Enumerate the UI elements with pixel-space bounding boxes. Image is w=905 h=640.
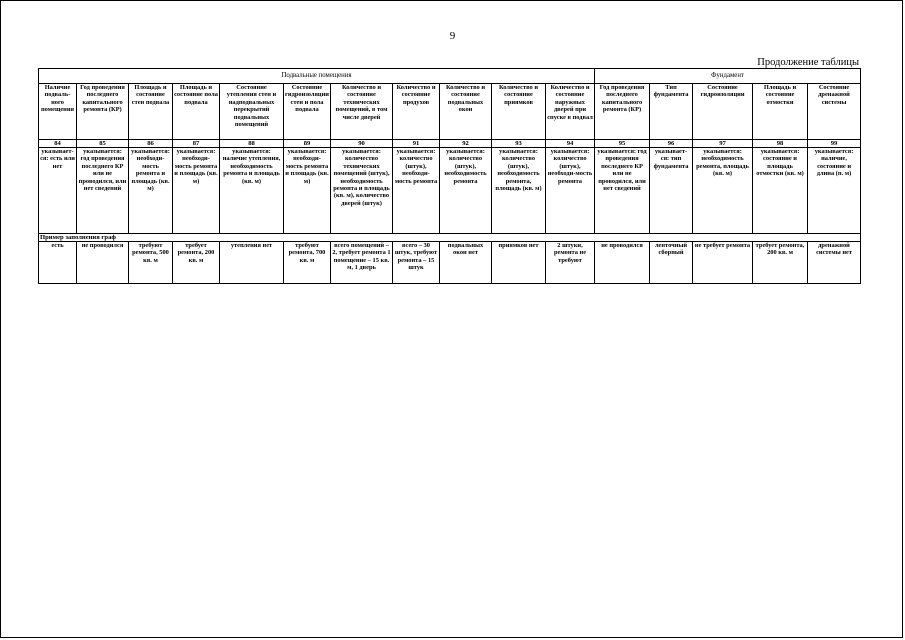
column-number-10: 93 — [492, 140, 546, 148]
example-cell-7: всего помещений – 2, требует ремонта 1 помещение – 15 кв. м, 1 дверь — [331, 242, 393, 284]
column-number-4: 87 — [173, 140, 220, 148]
column-number-15: 98 — [753, 140, 808, 148]
column-header-3: Площадь и состояние стен подвала — [129, 84, 173, 140]
example-cell-14: не требует ремонта — [693, 242, 753, 284]
column-number-6: 89 — [284, 140, 331, 148]
description-cell-5: указывается: наличие утепления, необходимость ремонта и площадь (кв. м) — [220, 148, 284, 234]
example-cell-9: подвальных окон нет — [440, 242, 492, 284]
data-table — [38, 68, 861, 284]
example-cell-15: требует ремонта, 200 кв. м — [753, 242, 808, 284]
column-number-7: 90 — [331, 140, 393, 148]
group-header-basement: Подвальные помещения — [39, 69, 595, 84]
column-number-16: 99 — [808, 140, 861, 148]
column-header-8: Количество и состояние продухов — [393, 84, 440, 140]
column-number-13: 96 — [650, 140, 693, 148]
description-cell-11: указывается: количество (штук), необходи-мость ремонта — [546, 148, 595, 234]
column-number-11: 94 — [546, 140, 595, 148]
example-cell-12: не проводился — [595, 242, 650, 284]
column-number-9: 92 — [440, 140, 492, 148]
column-header-7: Количество и состояние технических помещений, в том числе дверей — [331, 84, 393, 140]
example-cell-16: дренажной системы нет — [808, 242, 861, 284]
description-cell-13: указывает-ся: тип фундамента — [650, 148, 693, 234]
example-cell-13: ленточный сборный — [650, 242, 693, 284]
column-header-11: Количество и состояние наружных дверей при спуске в подвал — [546, 84, 595, 140]
example-cell-4: требует ремонта, 200 кв. м — [173, 242, 220, 284]
page-number: 9 — [449, 30, 456, 42]
continuation-label: Продолжение таблицы — [757, 57, 859, 68]
column-header-2: Год проведения последнего капитального ремонта (КР) — [77, 84, 129, 140]
column-header-14: Состояние гидроизоляции — [693, 84, 753, 140]
column-number-3: 86 — [129, 140, 173, 148]
example-cell-2: не проводился — [77, 242, 129, 284]
description-cell-3: указывается: необходи-мость ремонта и площадь (кв. м) — [129, 148, 173, 234]
description-cell-1: указывает-ся: есть или нет — [39, 148, 77, 234]
description-cell-12: указывается: год проведения последнего КР или не проводился, или нет сведений — [595, 148, 650, 234]
column-header-16: Состояние дренажной системы — [808, 84, 861, 140]
description-cell-16: указывается: наличие, состояние и длина (п. м) — [808, 148, 861, 234]
example-label: Пример заполнения граф — [39, 234, 861, 242]
description-cell-14: указывается: необходимость ремонта, площадь (кв. м) — [693, 148, 753, 234]
column-number-8: 91 — [393, 140, 440, 148]
example-cell-11: 2 штуки, ремонта не требуют — [546, 242, 595, 284]
column-header-9: Количество и состояние подвальных окон — [440, 84, 492, 140]
example-cell-5: утепления нет — [220, 242, 284, 284]
column-header-6: Состояние гидроизоляции стен и пола подвала — [284, 84, 331, 140]
example-cell-3: требуют ремонта, 500 кв. м — [129, 242, 173, 284]
column-header-10: Количество и состояние приямков — [492, 84, 546, 140]
description-cell-2: указывается: год проведения последнего КР или не проводился, или нет сведений — [77, 148, 129, 234]
description-cell-8: указывается: количество (штук), необходи-мость ремонта — [393, 148, 440, 234]
column-number-5: 88 — [220, 140, 284, 148]
example-cell-6: требуют ремонта, 700 кв. м — [284, 242, 331, 284]
description-cell-15: указывается: состояние и площадь отмостки (кв. м) — [753, 148, 808, 234]
column-header-13: Тип фундамента — [650, 84, 693, 140]
column-header-15: Площадь и состояние отмостки — [753, 84, 808, 140]
example-cell-10: приямков нет — [492, 242, 546, 284]
column-number-1: 84 — [39, 140, 77, 148]
description-cell-6: указывается: необходи-мость ремонта и площадь (кв. м) — [284, 148, 331, 234]
example-cell-1: есть — [39, 242, 77, 284]
column-header-5: Состояние утепления стен и надподвальных перекрытий подвальных помещений — [220, 84, 284, 140]
description-cell-9: указывается: количество (штук), необходимость ремонта — [440, 148, 492, 234]
description-cell-4: указывается: необходи-мость ремонта и площадь (кв. м) — [173, 148, 220, 234]
column-number-12: 95 — [595, 140, 650, 148]
description-cell-10: указывается: количество (штук), необходимость ремонта, площадь (кв. м) — [492, 148, 546, 234]
group-header-foundation: Фундамент — [595, 69, 861, 84]
column-header-4: Площадь и состояние пола подвала — [173, 84, 220, 140]
column-header-12: Год проведения последнего капитального ремонта (КР) — [595, 84, 650, 140]
example-cell-8: всего – 30 штук, требуют ремонта – 15 штук — [393, 242, 440, 284]
description-cell-7: указывается: количество технических помещений (штук), необходимость ремонта и площадь (кв. м), количество дверей (штук) — [331, 148, 393, 234]
column-number-14: 97 — [693, 140, 753, 148]
column-number-2: 85 — [77, 140, 129, 148]
column-header-1: Наличие подваль-ного помещения — [39, 84, 77, 140]
